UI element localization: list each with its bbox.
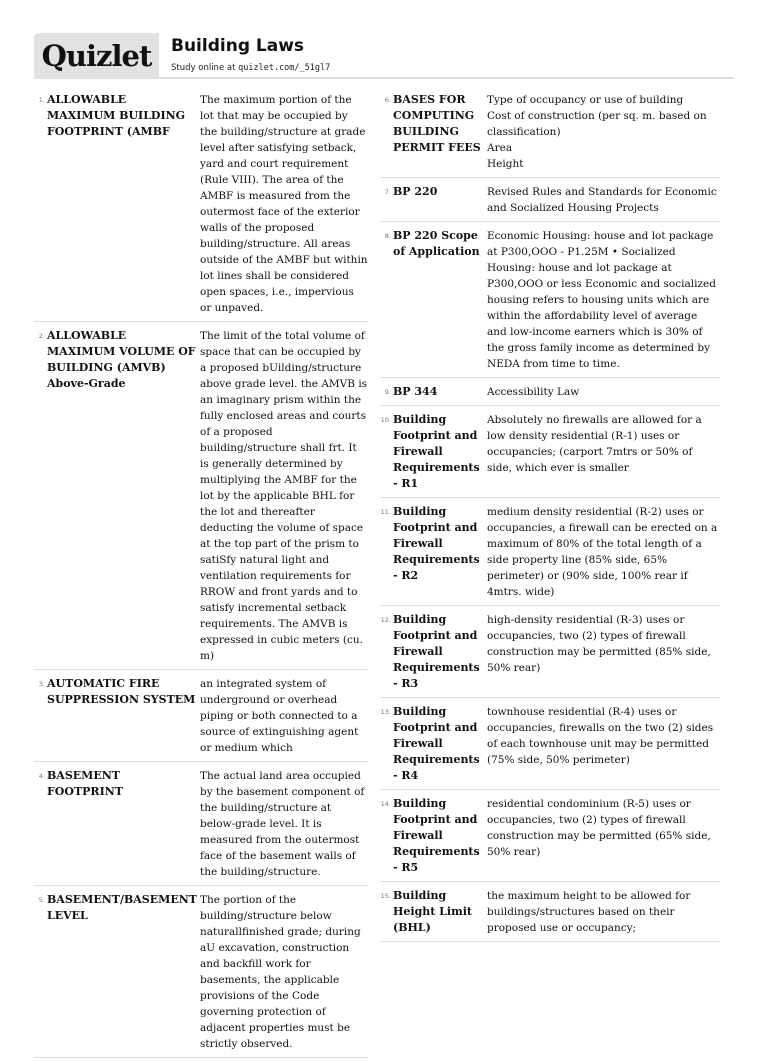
card-definition: an integrated system of underground or overhead piping or both connected to a source of extinguishing agent or medium which bbox=[200, 678, 359, 754]
card-number: 8. bbox=[384, 232, 391, 240]
card-term: ALLOWABLE MAXIMUM VOLUME OF BUILDING (AMVB) Above-Grade bbox=[47, 329, 196, 390]
card-number: 3. bbox=[38, 680, 45, 688]
header-divider bbox=[159, 77, 734, 79]
flashcard-row bbox=[34, 890, 368, 1058]
set-title: Building Laws bbox=[171, 36, 305, 56]
flashcard-row bbox=[34, 326, 368, 670]
flashcard-row bbox=[380, 382, 720, 406]
card-term: BP 220 Scope of Application bbox=[393, 229, 480, 258]
card-definition: Revised Rules and Standards for Economic and Socialized Housing Projects bbox=[487, 186, 717, 214]
card-term: Building Footprint and Firewall Requirements - R5 bbox=[393, 797, 480, 874]
study-online-line bbox=[171, 63, 330, 73]
card-number: 14. bbox=[380, 800, 391, 808]
card-term: BP 220 bbox=[393, 185, 438, 198]
card-number: 6. bbox=[384, 96, 391, 104]
card-definition: The limit of the total volume of space that can be occupied by a proposed bUilding/structure above grade level. the AMVB is an imaginary prism within the fully enclosed areas and courts of a proposed building/structure shall frt. It is generally determined by multiplying the AMBF for the lot by the applicable BHL for the lot and thereafter deducting the volume of space at the top part of the prism to satiSfy natural light and ventilation requirements for RROW and front yards and to satisfy incremental setback requirements. The AMVB is expressed in cubic meters (cu. m) bbox=[200, 330, 368, 662]
card-definition: Accessibility Law bbox=[487, 386, 580, 398]
flashcard-row bbox=[380, 90, 720, 178]
flashcard-row bbox=[380, 794, 720, 882]
card-number: 12. bbox=[380, 616, 391, 624]
card-definition: Absolutely no firewalls are allowed for a low density residential (R-1) uses or occupancies; (carport 7mtrs or 50% of side, which ever is smaller bbox=[487, 414, 702, 474]
card-definition: The actual land area occupied by the basement component of the building/structure at below-grade level. It is measured from the outermost face of the basement walls of the building/structure. bbox=[200, 770, 365, 878]
card-term: AUTOMATIC FIRE SUPPRESSION SYSTEM bbox=[47, 677, 196, 706]
card-number: 2. bbox=[38, 332, 45, 340]
card-definition: high-density residential (R-3) uses or occupancies, two (2) types of firewall construction may be permitted (85% side, 50% rear) bbox=[487, 614, 711, 674]
card-definition: Type of occupancy or use of building Cost of construction (per sq. m. based on classification) Area Height bbox=[487, 94, 707, 170]
page-header bbox=[34, 33, 734, 79]
card-term: BP 344 bbox=[393, 385, 438, 398]
flashcard-row bbox=[380, 702, 720, 790]
card-number: 13. bbox=[380, 708, 391, 716]
card-definition: The portion of the building/structure below naturallfinished grade; during aU excavation, construction and backfill work for basements, the applicable provisions of the Code governing protection of adjacent properties must be strictly observed. bbox=[200, 894, 361, 1050]
card-definition: medium density residential (R-2) uses or occupancies, a firewall can be erected on a maximum of 80% of the total length of a side property line (85% side, 65% perimeter) or (90% side, 100% rear if 4mtrs. wide) bbox=[487, 506, 718, 598]
card-number: 5. bbox=[38, 896, 45, 904]
card-definition: The maximum portion of the lot that may be occupied by the building/structure at grade level after satisfying setback, yard and court requirement (Rule VIII). The area of the AMBF is measured from the outermost face of the exterior walls of the proposed building/structure. All areas outside of the AMBF but within lot lines shall be considered open spaces, i.e., impervious or unpaved. bbox=[200, 94, 368, 314]
flashcard-row bbox=[380, 502, 720, 606]
card-definition: Economic Housing: house and lot package at P300,OOO - P1.25M • Socialized Housing: house and lot package at P300,OOO or less Economic and socialized housing refers to housing units which are within the affordability level of average and low-income earners which is 30% of the gross family income as determined by NEDA from time to time. bbox=[487, 230, 716, 370]
card-term: Building Footprint and Firewall Requirements - R1 bbox=[393, 413, 480, 490]
card-definition: the maximum height to be allowed for buildings/structures based on their proposed use or occupancy; bbox=[487, 890, 691, 934]
card-term: BASES FOR COMPUTING BUILDING PERMIT FEES bbox=[393, 93, 481, 154]
flashcard-row bbox=[380, 226, 720, 378]
flashcard-row bbox=[380, 410, 720, 498]
card-number: 7. bbox=[384, 188, 391, 196]
card-term: Building Footprint and Firewall Requirements - R3 bbox=[393, 613, 480, 690]
card-term: Building Footprint and Firewall Requirements - R2 bbox=[393, 505, 480, 582]
card-definition: townhouse residential (R-4) uses or occupancies, firewalls on the two (2) sides of each townhouse unit may be permitted (75% side, 50% perimeter) bbox=[487, 706, 714, 766]
flashcard-row bbox=[34, 766, 368, 886]
flashcard-row bbox=[34, 674, 368, 762]
quizlet-logo: Quizlet bbox=[34, 33, 159, 79]
flashcard-row bbox=[380, 182, 720, 222]
card-term: Building Height Limit (BHL) bbox=[393, 889, 472, 934]
card-number: 9. bbox=[384, 388, 391, 396]
flashcard-row bbox=[380, 610, 720, 698]
flashcard-row bbox=[34, 90, 368, 322]
card-term: BASEMENT/BASEMENT LEVEL bbox=[47, 893, 197, 922]
study-url: quizlet.com/_51gl7 bbox=[238, 63, 331, 73]
left-column bbox=[34, 90, 368, 1062]
flashcard-row bbox=[380, 886, 720, 942]
card-number: 11. bbox=[380, 508, 391, 516]
card-number: 10. bbox=[380, 416, 391, 424]
card-number: 15. bbox=[380, 892, 391, 900]
card-term: ALLOWABLE MAXIMUM BUILDING FOOTPRINT (AMBF bbox=[47, 93, 186, 138]
card-term: BASEMENT FOOTPRINT bbox=[47, 769, 123, 798]
right-column bbox=[380, 90, 720, 946]
card-term: Building Footprint and Firewall Requirements - R4 bbox=[393, 705, 480, 782]
card-number: 1. bbox=[38, 96, 45, 104]
card-number: 4. bbox=[38, 772, 45, 780]
study-prefix: Study online at bbox=[171, 63, 239, 73]
card-definition: residential condominium (R-5) uses or occupancies, two (2) types of firewall construction may be permitted (65% side, 50% rear) bbox=[487, 798, 711, 858]
